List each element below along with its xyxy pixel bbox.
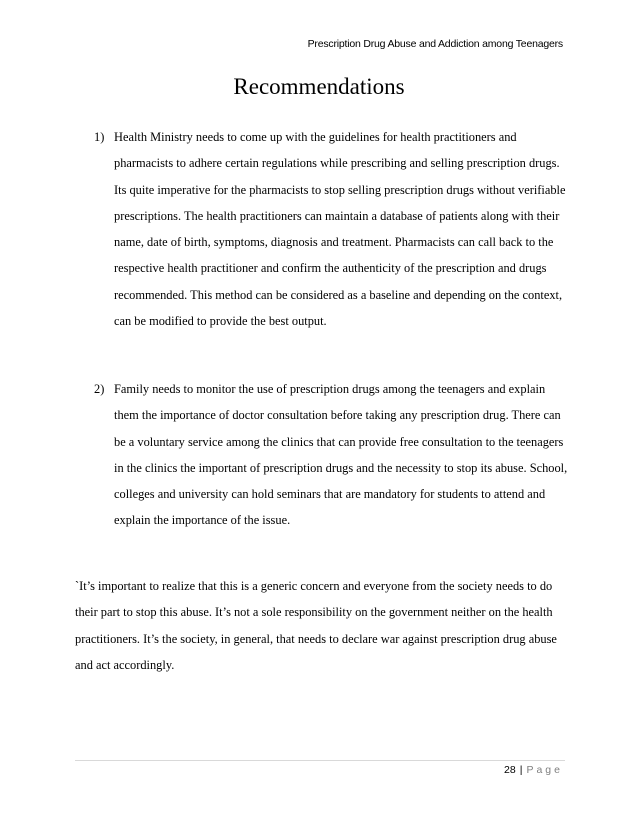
recommendation-item-1	[75, 124, 570, 334]
page-label: Page	[526, 764, 563, 776]
page-title: Recommendations	[233, 74, 405, 99]
list-number: 1)	[94, 130, 105, 144]
recommendation-text: Family needs to monitor the use of prescription drugs among the teenagers and explain them the importance of doctor consultation before taking any prescription drug. There can be a voluntary service among the clinics that can provide free consultation to the teenagers in the clinics the important of prescription drugs and the necessity to stop its abuse. School, colleges and university can hold seminars that are mandatory for students to attend and explain the importance of the issue.	[114, 382, 568, 528]
running-header: Prescription Drug Abuse and Addiction among Teenagers	[307, 38, 563, 50]
page-number: 28	[504, 764, 516, 776]
recommendation-list-1	[75, 124, 570, 334]
page-footer	[504, 764, 563, 776]
recommendation-list-2	[75, 376, 570, 534]
footer-divider	[75, 760, 565, 761]
list-number: 2)	[94, 382, 105, 396]
footer-separator: |	[519, 764, 523, 776]
recommendation-item-2	[75, 376, 570, 534]
conclusion-paragraph: `It’s important to realize that this is a generic concern and everyone from the society needs to do their part to stop this abuse. It’s not a sole responsibility on the government neither on the health practitioners. It’s the society, in general, that needs to declare war against prescription drug abuse and act accordingly.	[75, 579, 557, 672]
recommendation-text: Health Ministry needs to come up with the guidelines for health practitioners and pharmacists to adhere certain regulations while prescribing and selling prescription drugs. Its quite imperative for the pharmacists to stop selling prescription drugs without verifiable prescriptions. The health practitioners can maintain a database of patients along with their name, date of birth, symptoms, diagnosis and treatment. Pharmacists can call back to the respective health practitioner and confirm the authenticity of the prescription and drugs recommended. This method can be considered as a baseline and depending on the context, can be modified to provide the best output.	[114, 130, 566, 329]
